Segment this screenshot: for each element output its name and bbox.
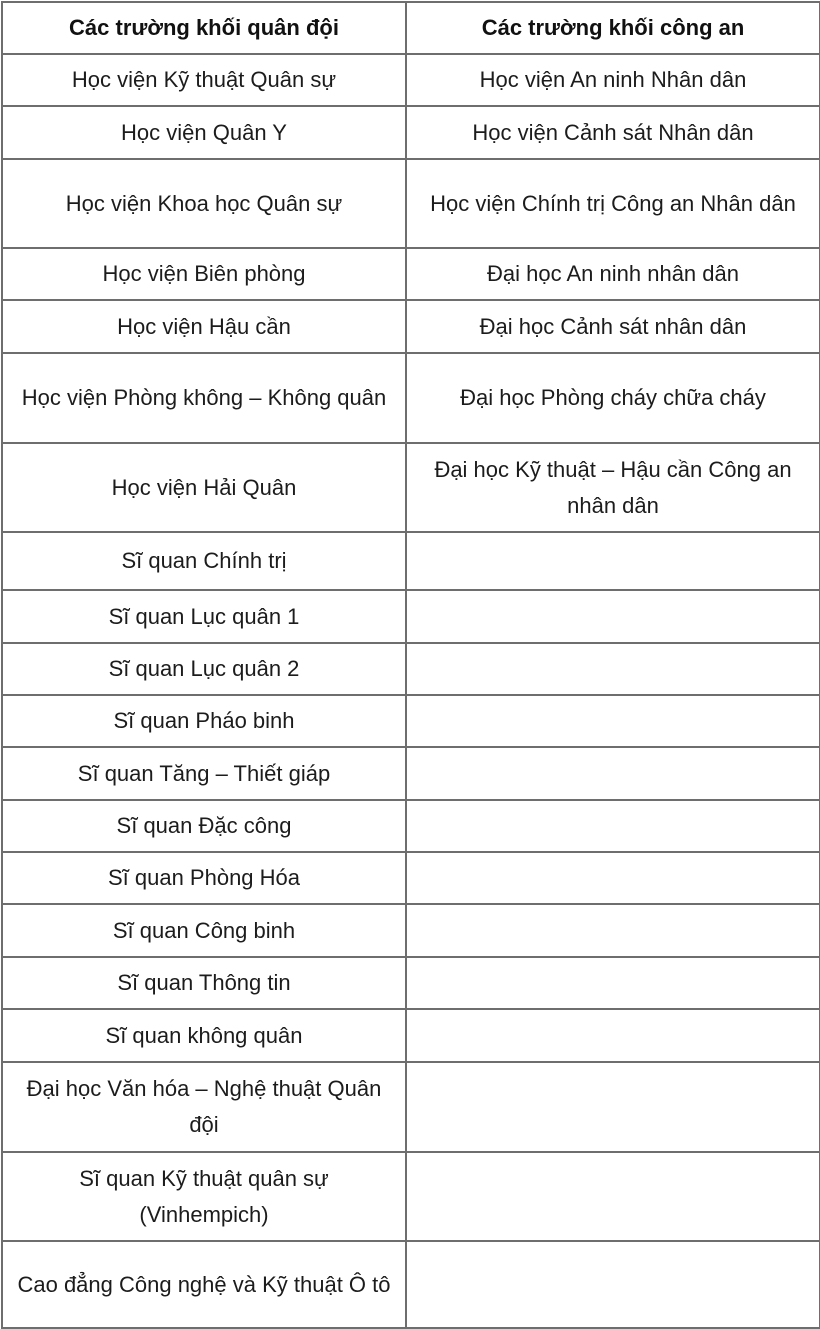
military-school-cell: Sĩ quan Thông tin (2, 957, 406, 1009)
police-school-cell (406, 957, 820, 1009)
police-school-cell (406, 695, 820, 747)
police-school-cell (406, 643, 820, 695)
table-row (2, 800, 820, 852)
table-row (2, 1241, 820, 1328)
table-row (2, 904, 820, 957)
table-row (2, 106, 820, 159)
header-row (2, 2, 820, 54)
military-school-cell: Sĩ quan Phòng Hóa (2, 852, 406, 904)
police-school-cell (406, 1241, 820, 1328)
header-police: Các trường khối công an (406, 2, 820, 54)
police-school-cell: Đại học Phòng cháy chữa cháy (406, 353, 820, 443)
police-school-cell (406, 800, 820, 852)
schools-table (1, 1, 820, 1329)
header-military: Các trường khối quân đội (2, 2, 406, 54)
military-school-cell: Sĩ quan Chính trị (2, 532, 406, 590)
military-school-cell: Sĩ quan không quân (2, 1009, 406, 1062)
police-school-cell (406, 1009, 820, 1062)
military-school-cell: Học viện Biên phòng (2, 248, 406, 300)
table-row (2, 590, 820, 643)
police-school-cell (406, 1152, 820, 1241)
table-row (2, 1152, 820, 1241)
table-row (2, 695, 820, 747)
police-school-cell: Đại học Cảnh sát nhân dân (406, 300, 820, 353)
military-school-cell: Học viện Khoa học Quân sự (2, 159, 406, 248)
military-school-cell: Học viện Phòng không – Không quân (2, 353, 406, 443)
table-row (2, 300, 820, 353)
military-school-cell: Đại học Văn hóa – Nghệ thuật Quân đội (2, 1062, 406, 1152)
table-row (2, 1009, 820, 1062)
table-row (2, 54, 820, 106)
military-school-cell: Cao đẳng Công nghệ và Kỹ thuật Ô tô (2, 1241, 406, 1328)
police-school-cell (406, 590, 820, 643)
table-row (2, 159, 820, 248)
table-row (2, 852, 820, 904)
military-school-cell: Sĩ quan Công binh (2, 904, 406, 957)
table-row (2, 353, 820, 443)
police-school-cell (406, 1062, 820, 1152)
police-school-cell (406, 904, 820, 957)
police-school-cell: Học viện Cảnh sát Nhân dân (406, 106, 820, 159)
military-school-cell: Sĩ quan Kỹ thuật quân sự (Vinhempich) (2, 1152, 406, 1241)
police-school-cell: Học viện Chính trị Công an Nhân dân (406, 159, 820, 248)
police-school-cell: Đại học An ninh nhân dân (406, 248, 820, 300)
police-school-cell: Đại học Kỹ thuật – Hậu cần Công an nhân dân (406, 443, 820, 532)
table-row (2, 248, 820, 300)
table-row (2, 1062, 820, 1152)
police-school-cell: Học viện An ninh Nhân dân (406, 54, 820, 106)
military-school-cell: Sĩ quan Pháo binh (2, 695, 406, 747)
military-school-cell: Học viện Hải Quân (2, 443, 406, 532)
military-school-cell: Sĩ quan Lục quân 2 (2, 643, 406, 695)
military-school-cell: Học viện Kỹ thuật Quân sự (2, 54, 406, 106)
military-school-cell: Sĩ quan Đặc công (2, 800, 406, 852)
table-row (2, 443, 820, 532)
military-school-cell: Sĩ quan Tăng – Thiết giáp (2, 747, 406, 800)
police-school-cell (406, 747, 820, 800)
table-row (2, 957, 820, 1009)
military-school-cell: Học viện Hậu cần (2, 300, 406, 353)
table-row (2, 747, 820, 800)
table-row (2, 532, 820, 590)
police-school-cell (406, 532, 820, 590)
police-school-cell (406, 852, 820, 904)
table-row (2, 643, 820, 695)
military-school-cell: Sĩ quan Lục quân 1 (2, 590, 406, 643)
military-school-cell: Học viện Quân Y (2, 106, 406, 159)
